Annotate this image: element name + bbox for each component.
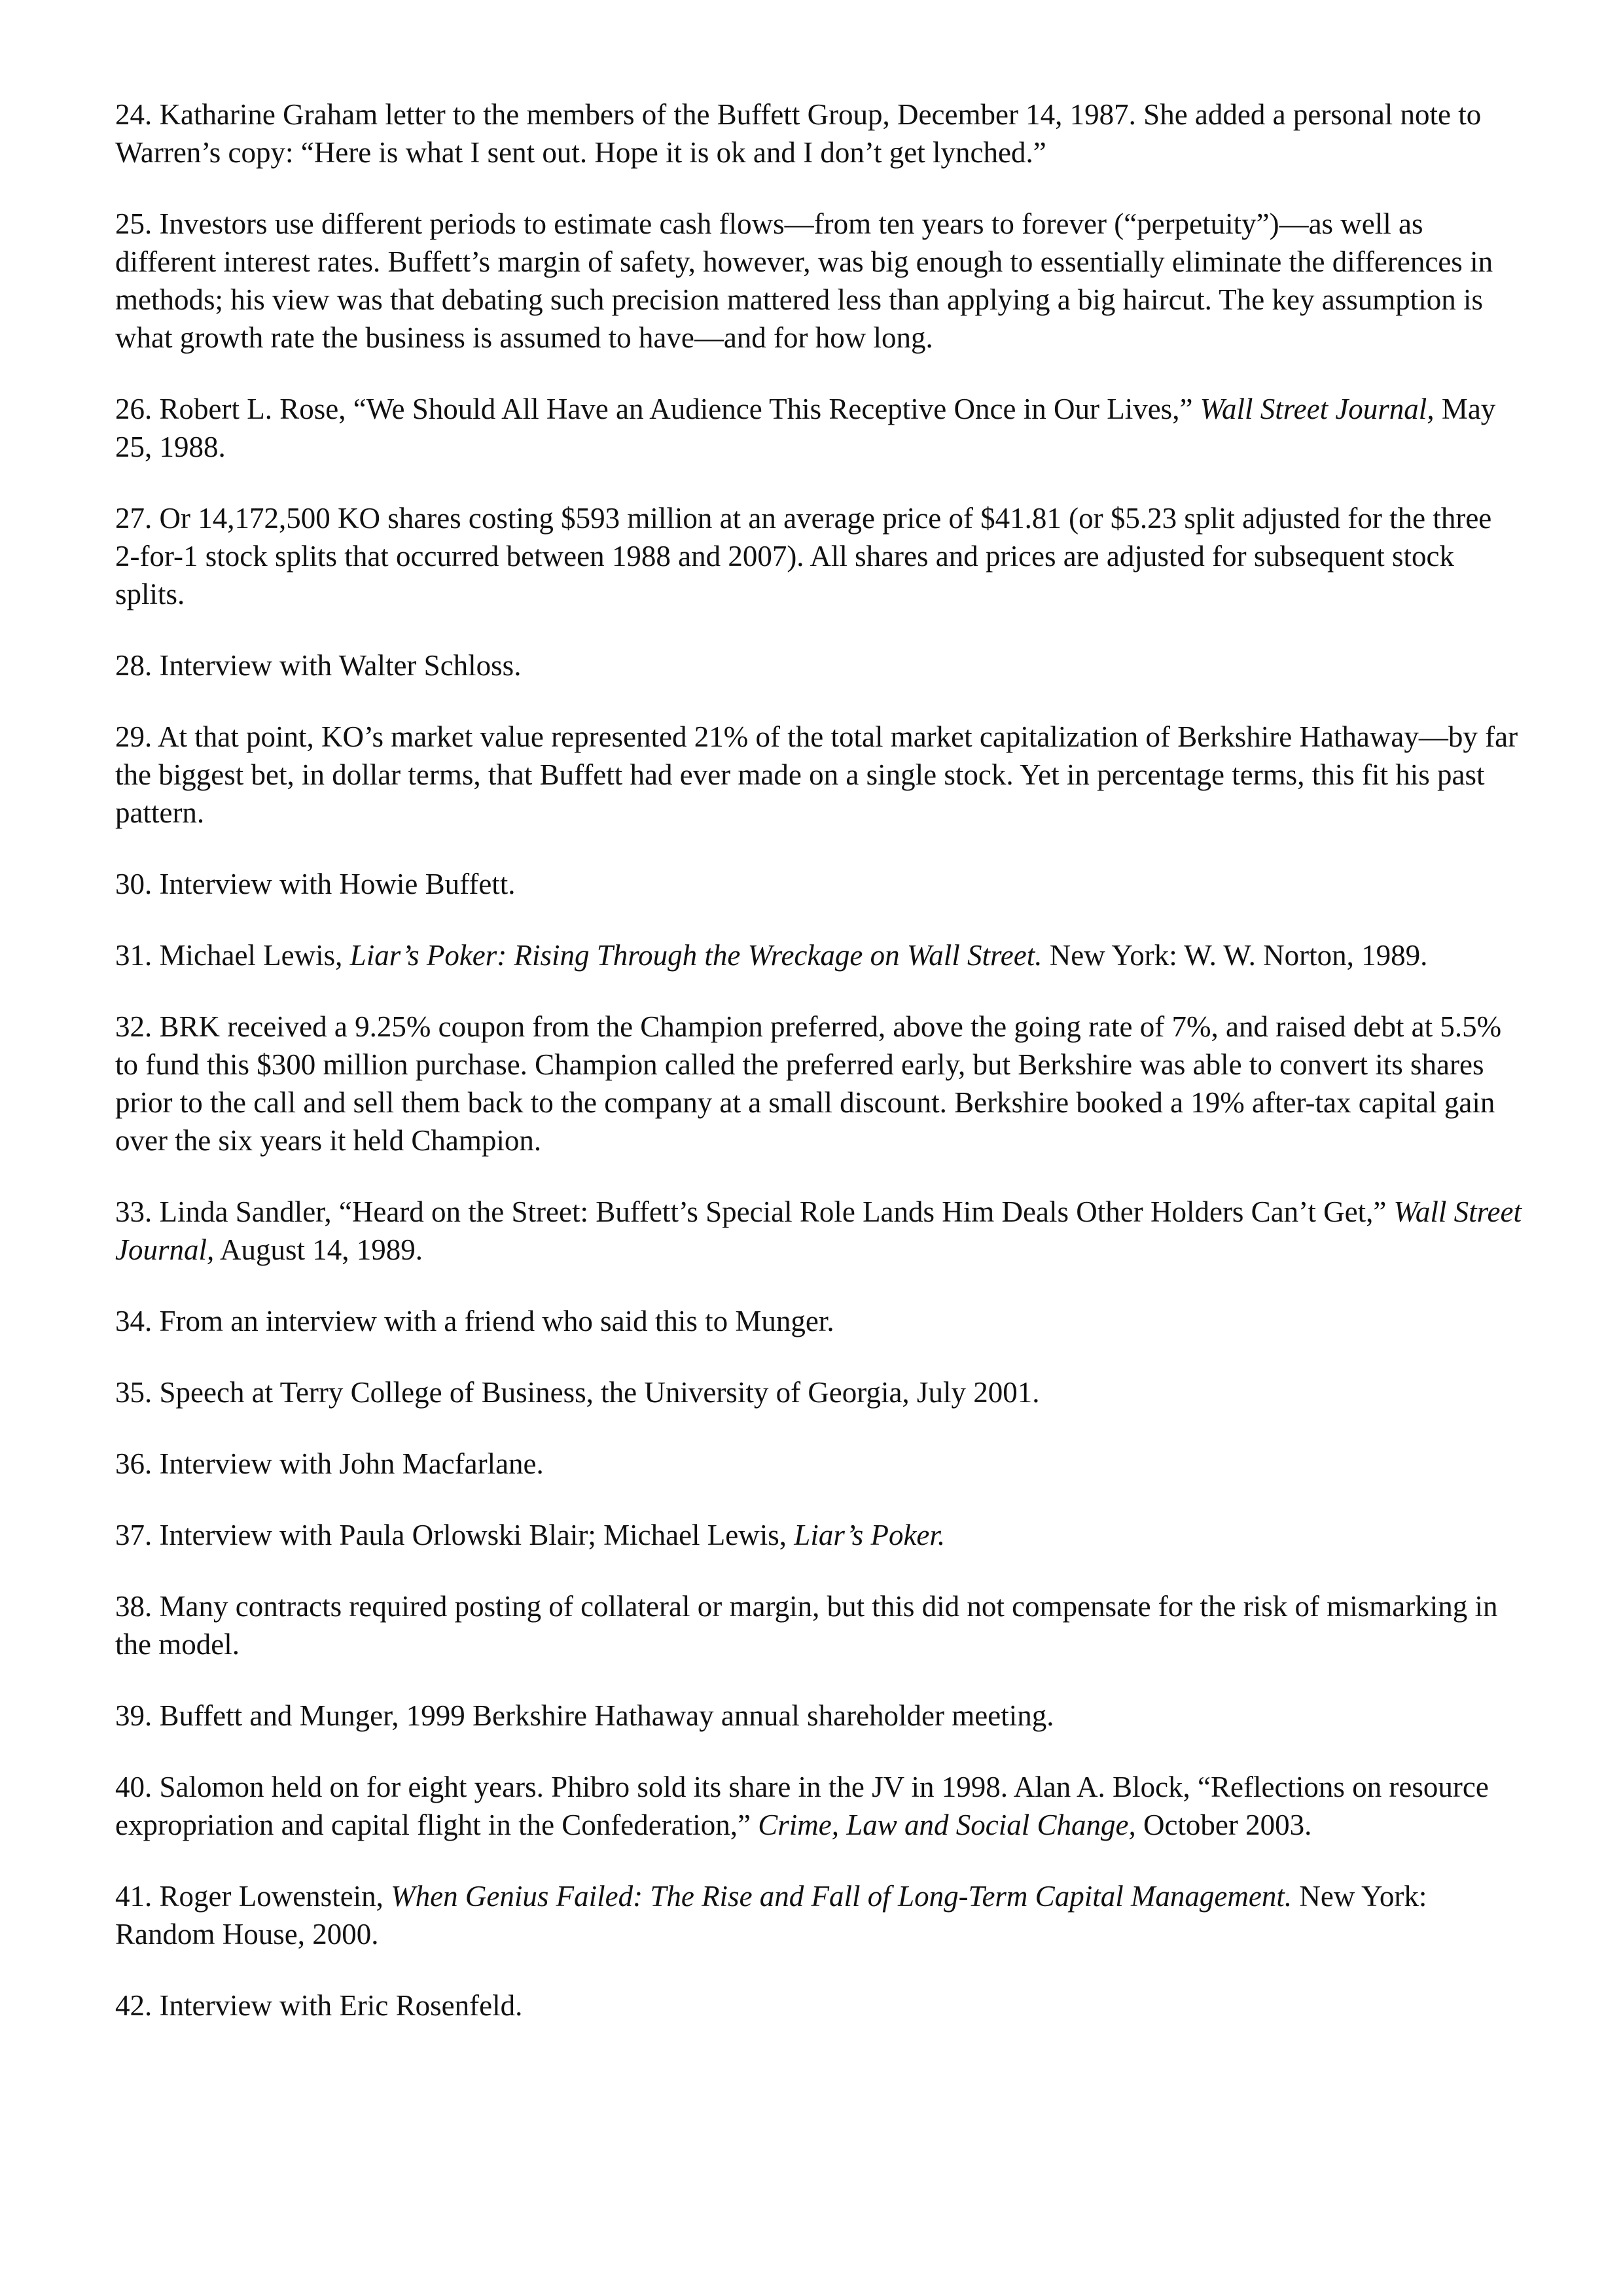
endnote-text: 29. At that point, KO’s market value represented 21% of the total market capitalization of Berkshire Hathaway—by far the biggest bet, in dollar terms, that Buffett had ever made on a single stock. Yet in percentage terms, this fit his past pattern. (115, 720, 1518, 829)
endnote-40 (115, 1768, 1522, 1844)
endnote-36 (115, 1445, 1522, 1483)
endnote-32 (115, 1008, 1522, 1159)
endnote-text: 32. BRK received a 9.25% coupon from the Champion preferred, above the going rate of 7%, and raised debt at 5.5% to fund this $300 million purchase. Champion called the preferred early, but Berkshire was able to convert its shares prior to the call and sell them back to the company at a small discount. Berkshire booked a 19% after-tax capital gain over the six years it held Champion. (115, 1010, 1502, 1157)
endnote-text: 28. Interview with Walter Schloss. (115, 649, 522, 682)
endnote-34 (115, 1302, 1522, 1340)
endnote-italic-title: Liar’s Poker. (794, 1519, 946, 1551)
endnotes-list (115, 96, 1522, 2024)
endnote-italic-title: When Genius Failed: The Rise and Fall of Long-Term Capital Management. (391, 1880, 1293, 1913)
endnote-text: New York: Random House, 2000. (115, 1880, 1427, 1951)
endnote-26 (115, 390, 1522, 466)
endnote-39 (115, 1697, 1522, 1735)
endnote-42 (115, 1987, 1522, 2024)
endnote-text: 37. Interview with Paula Orlowski Blair; Michael Lewis, (115, 1519, 794, 1551)
endnote-29 (115, 718, 1522, 832)
endnote-text: 42. Interview with Eric Rosenfeld. (115, 1989, 523, 2022)
endnote-25 (115, 205, 1522, 357)
endnote-38 (115, 1587, 1522, 1663)
endnote-italic-title: Crime, Law and Social Change, (758, 1809, 1136, 1841)
endnote-24 (115, 96, 1522, 171)
endnote-text: 30. Interview with Howie Buffett. (115, 868, 516, 900)
endnote-37 (115, 1516, 1522, 1554)
endnote-text: May 25, 1988. (115, 393, 1496, 463)
endnote-text: 40. Salomon held on for eight years. Phibro sold its share in the JV in 1998. Alan A. Block, “Reflections on resource expropriation and capital flight in the Confederation,” (115, 1771, 1489, 1841)
endnote-41 (115, 1877, 1522, 1953)
endnote-text: 36. Interview with John Macfarlane. (115, 1447, 544, 1480)
endnote-italic-title: Liar’s Poker: Rising Through the Wreckage on Wall Street. (349, 939, 1043, 972)
endnote-italic-title: Wall Street Journal, (115, 1195, 1522, 1266)
endnote-text: 31. Michael Lewis, (115, 939, 350, 972)
endnote-28 (115, 646, 1522, 684)
endnote-text: 34. From an interview with a friend who said this to Munger. (115, 1305, 834, 1337)
endnote-text: 24. Katharine Graham letter to the members of the Buffett Group, December 14, 1987. She added a personal note to Warren’s copy: “Here is what I sent out. Hope it is ok and I don’t get lynched.” (115, 98, 1482, 169)
endnote-italic-title: Wall Street Journal, (1200, 393, 1435, 425)
endnote-text: 39. Buffett and Munger, 1999 Berkshire Hathaway annual shareholder meeting. (115, 1699, 1054, 1732)
endnote-text: 25. Investors use different periods to estimate cash flows—from ten years to forever (“perpetuity”)—as well as different interest rates. Buffett’s margin of safety, however, was big enough to essentially eliminate the differences in methods; his view was that debating such precision mattered less than applying a big haircut. The key assumption is what growth rate the business is assumed to have—and for how long. (115, 207, 1493, 354)
endnote-text: 41. Roger Lowenstein, (115, 1880, 391, 1913)
endnote-27 (115, 499, 1522, 613)
endnote-text: 26. Robert L. Rose, “We Should All Have an Audience This Receptive Once in Our Lives,” (115, 393, 1200, 425)
endnotes-page (115, 96, 1522, 2024)
endnote-30 (115, 865, 1522, 903)
endnote-31 (115, 936, 1522, 974)
endnote-text: 33. Linda Sandler, “Heard on the Street: Buffett’s Special Role Lands Him Deals Other Holders Can’t Get,” (115, 1195, 1394, 1228)
endnote-text: August 14, 1989. (214, 1233, 423, 1266)
endnote-text: 27. Or 14,172,500 KO shares costing $593 million at an average price of $41.81 (or $5.23 split adjusted for the three 2-for-1 stock splits that occurred between 1988 and 2007). All shares and prices are adjusted for subsequent stock splits. (115, 502, 1492, 610)
endnote-text: New York: W. W. Norton, 1989. (1042, 939, 1428, 972)
endnote-33 (115, 1193, 1522, 1269)
endnote-text: 38. Many contracts required posting of collateral or margin, but this did not compensate for the risk of mismarking in the model. (115, 1590, 1498, 1661)
endnote-text: 35. Speech at Terry College of Business, the University of Georgia, July 2001. (115, 1376, 1040, 1409)
endnote-text: October 2003. (1135, 1809, 1312, 1841)
endnote-35 (115, 1373, 1522, 1411)
